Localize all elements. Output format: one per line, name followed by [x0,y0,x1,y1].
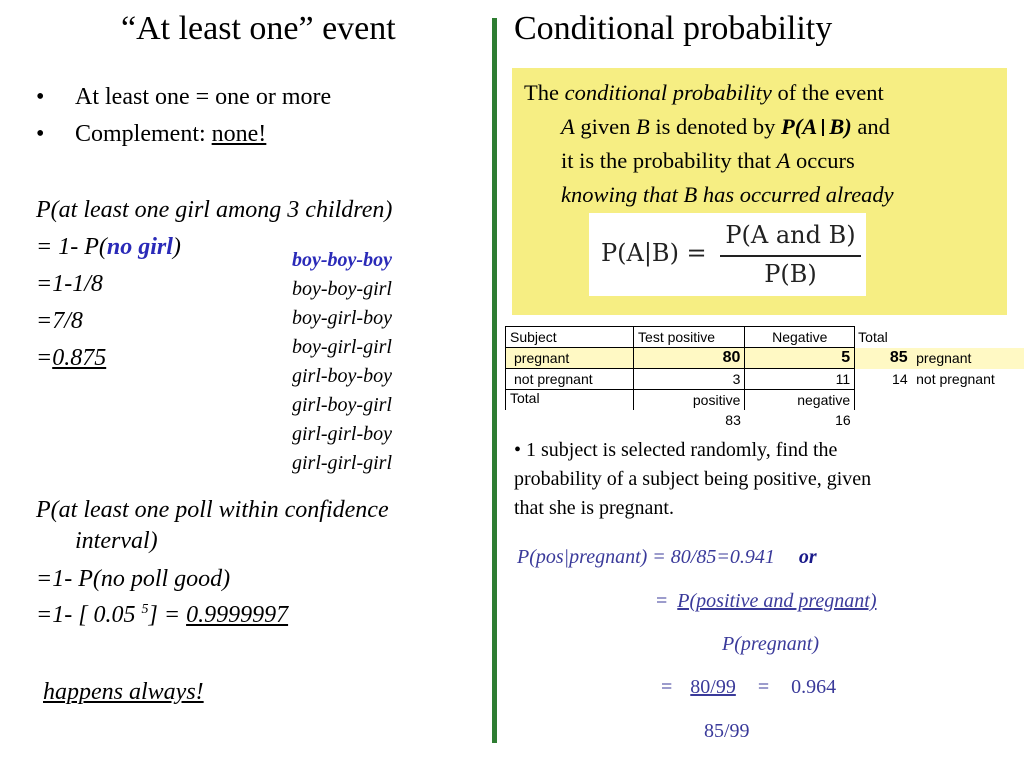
outcome-item: boy-boy-boy [292,249,392,271]
table-header-row [506,327,1024,348]
example1-line3: =1-1/8 [36,271,103,297]
solution-line1: P(pos|pregnant) = 80/85=0.941 or [517,546,817,568]
table-header-cell: Total [858,329,888,345]
example2-line3: =1- P(no poll good) [36,566,231,592]
row-label: pregnant [506,348,634,369]
example2-line4: =1- [ 0.05 $^5$] = 0.9999997 [36,602,289,628]
solution-line4: = 80/99 = 0.964 [661,676,837,698]
bullet-dot: • [36,121,45,147]
table-header-cell: Negative [745,327,855,348]
left-title: “At least one” event [121,10,396,47]
formula-box [589,213,866,296]
bullet-text: Complement: none! [75,121,267,147]
solution-line5: 85/99 [704,720,750,742]
example1-line1: P(at least one girl among 3 children) [36,197,393,223]
formula-denominator: P(B) [764,260,817,288]
definition-line4: knowing that B has occurred already [561,182,894,207]
table-row [506,369,1024,390]
bullet-text: At least one = one or more [75,84,332,110]
bar-symbol [822,119,824,136]
solution-line2: = P(positive and pregnant) [656,590,877,612]
question-line: that she is pregnant. [514,497,674,519]
question-line: • 1 subject is selected randomly, find the [514,439,838,461]
table-header-cell: Test positive [634,327,745,348]
outcome-item: girl-girl-boy [292,423,392,445]
outcome-item: boy-girl-boy [292,307,392,329]
cell-neg: 11 [745,369,855,390]
row-label: not pregnant [506,369,634,390]
example1-line4: =7/8 [36,308,83,334]
outcome-item: girl-boy-girl [292,394,392,416]
right-title: Conditional probability [514,10,833,47]
table-header-cell: Subject [506,327,634,348]
outcome-item: boy-boy-girl [292,278,392,300]
outcome-item: girl-boy-boy [292,365,392,387]
cell-pos: 3 [634,369,745,390]
total-neg: 16 [835,412,851,428]
row-tag: pregnant [916,350,972,366]
example2-line1: P(at least one poll within confidence [36,497,389,523]
cell-neg: 5 [745,348,855,369]
definition-line3: it is the probability that A occurs [561,148,855,173]
question-line: probability of a subject being positive, given [514,468,872,490]
column-divider [492,18,497,743]
footer-note: happens always! [43,679,204,705]
solution-line3: P(pregnant) [722,633,820,655]
outcome-item: girl-girl-girl [292,452,393,474]
bullet-dot: • [36,84,45,110]
formula-numerator: P(A and B) [725,221,856,249]
outcome-list [292,246,392,478]
example2-line2: interval) [75,528,158,554]
cell-total: 85 [889,349,908,366]
total-label: Total [506,390,634,411]
fraction-bar [720,255,861,257]
total-neg-label: negative [745,390,855,411]
contingency-table [505,326,1024,430]
example1-line2: = 1- P(no girl) [36,234,181,260]
row-tag: not pregnant [916,371,995,387]
formula-lhs: P(A|B) = [601,239,707,267]
total-pos-label: positive [634,390,745,411]
total-pos: 83 [725,412,741,428]
table-row [506,348,1024,369]
cell-total: 14 [892,371,908,387]
question-block [514,436,871,523]
outcome-item: boy-girl-girl [292,336,392,358]
definition-line2: A given B is denoted by P(A B) and [561,114,890,139]
table-total-values-row [506,410,1024,430]
definition-line1: The conditional probability of the event [524,80,884,105]
table-total-row [506,390,1024,411]
example1-line5: =0.875 [36,345,107,371]
cell-pos: 80 [634,348,745,369]
